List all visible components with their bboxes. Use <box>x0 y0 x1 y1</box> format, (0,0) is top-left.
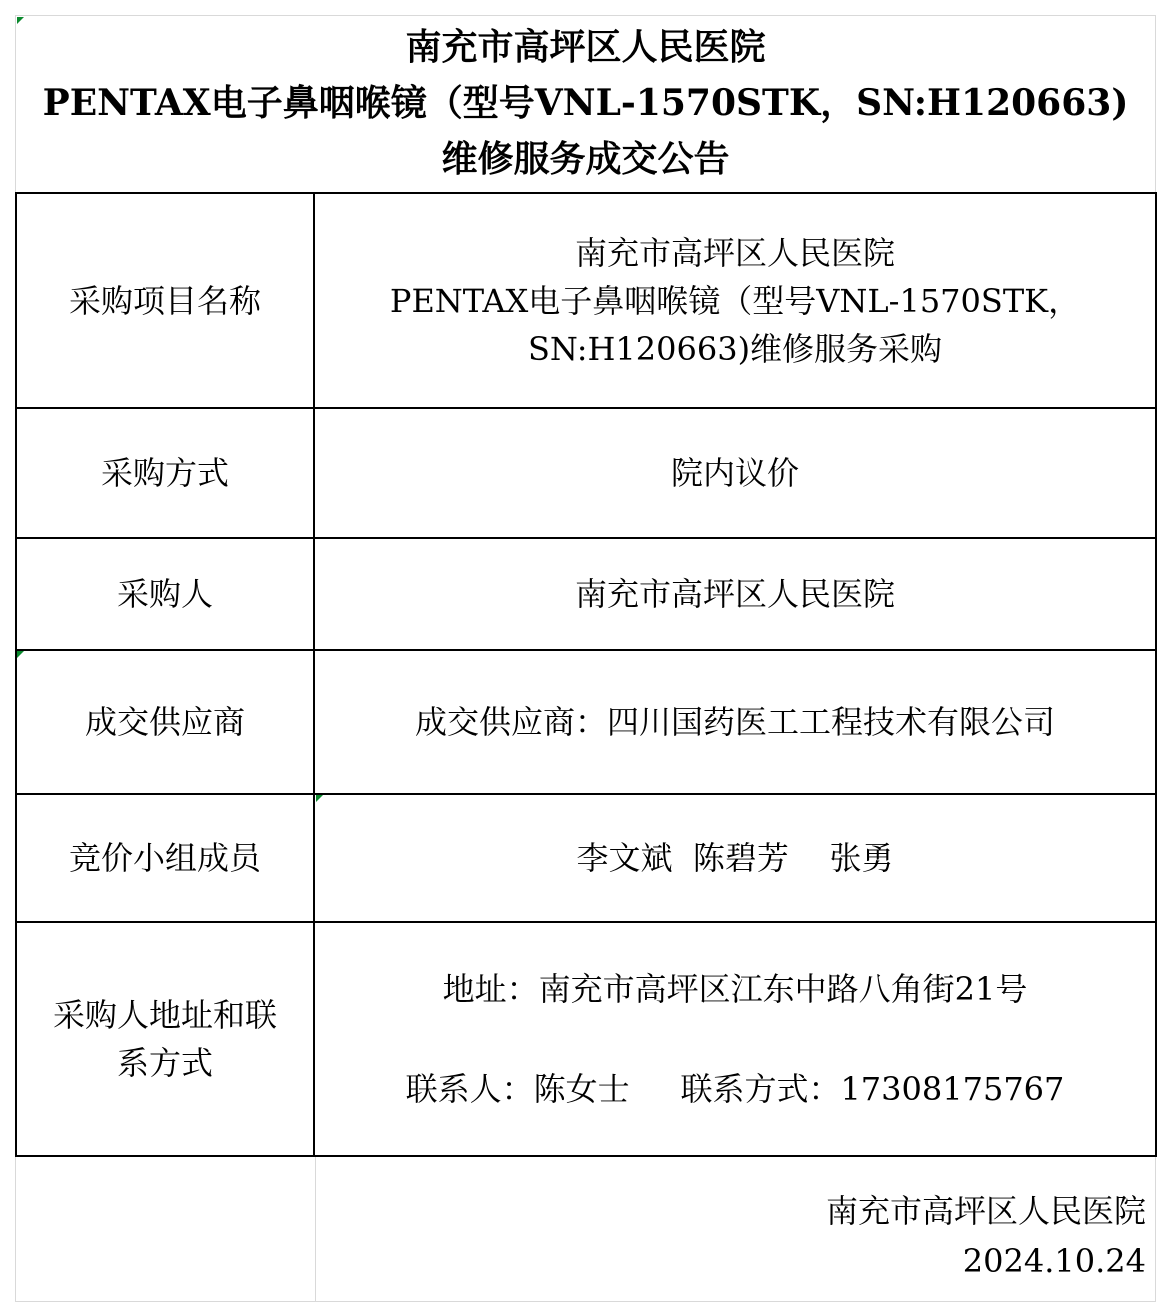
project-name-line2: PENTAX电子鼻咽喉镜（型号VNL-1570STK， <box>389 281 1081 320</box>
value-supplier: 成交供应商：四川国药医工工程技术有限公司 <box>314 650 1156 794</box>
project-name-line1: 南充市高坪区人民医院 <box>574 233 895 272</box>
footer-organization: 南充市高坪区人民医院 <box>825 1192 1146 1230</box>
gridline <box>315 1156 316 1302</box>
label-contact-line1: 采购人地址和联 <box>52 996 277 1034</box>
notice-title <box>15 15 1156 191</box>
notice-footer <box>826 1186 1146 1286</box>
value-contact <box>314 922 1156 1156</box>
notice-table <box>15 192 1157 1157</box>
contact-text: 联系人：陈女士 联系方式：17308175767 <box>405 1070 1065 1108</box>
label-contact-line2: 系方式 <box>116 1044 213 1082</box>
title-announcement: 维修服务成交公告 <box>441 138 730 180</box>
value-project-name <box>314 193 1156 408</box>
table-row-supplier <box>16 650 1156 794</box>
value-panel-members: 李文斌 陈碧芳 张勇 <box>314 794 1156 922</box>
comment-marker-icon <box>316 795 323 802</box>
project-name-line3: SN:H120663)维修服务采购 <box>527 329 943 368</box>
value-procurement-method: 院内议价 <box>314 408 1156 538</box>
label-supplier: 成交供应商 <box>16 650 314 794</box>
label-purchaser: 采购人 <box>16 538 314 650</box>
table-row-method <box>16 408 1156 538</box>
label-project-name: 采购项目名称 <box>16 193 314 408</box>
table-row-panel <box>16 794 1156 922</box>
footer-date: 2024.10.24 <box>962 1242 1146 1280</box>
comment-marker-icon <box>17 17 24 24</box>
label-contact <box>16 922 314 1156</box>
gridline <box>15 1301 1156 1302</box>
label-procurement-method: 采购方式 <box>16 408 314 538</box>
table-row-purchaser <box>16 538 1156 650</box>
comment-marker-icon <box>17 651 24 658</box>
title-device: PENTAX电子鼻咽喉镜（型号VNL-1570STK，SN:H120663) <box>42 82 1129 124</box>
line-gap <box>315 1013 1155 1065</box>
title-hospital: 南充市高坪区人民医院 <box>405 26 766 68</box>
label-panel-members: 竞价小组成员 <box>16 794 314 922</box>
value-purchaser: 南充市高坪区人民医院 <box>314 538 1156 650</box>
notice-sheet <box>15 15 1156 1302</box>
table-row-contact <box>16 922 1156 1156</box>
table-row-project <box>16 193 1156 408</box>
address-text: 地址：南充市高坪区江东中路八角街21号 <box>442 970 1028 1008</box>
